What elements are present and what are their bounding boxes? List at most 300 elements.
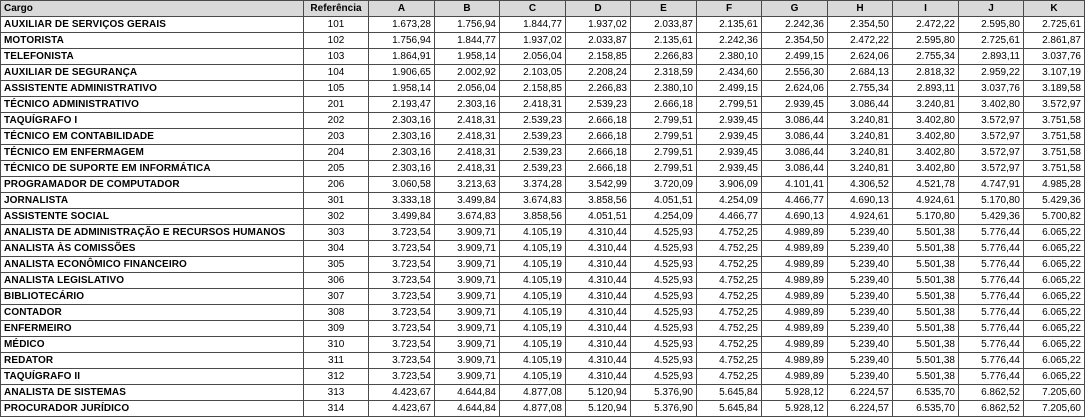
salary-value-cell: 5.776,44 — [959, 273, 1024, 289]
salary-value-cell: 4.747,91 — [959, 177, 1024, 193]
referencia-cell: 303 — [304, 225, 369, 241]
salary-value-cell: 3.086,44 — [762, 113, 828, 129]
salary-value-cell: 5.239,40 — [828, 241, 893, 257]
salary-value-cell: 6.065,22 — [1024, 241, 1085, 257]
cargo-cell: ANALISTA ÀS COMISSÕES — [1, 241, 304, 257]
salary-value-cell: 3.402,80 — [893, 113, 959, 129]
salary-value-cell: 4.254,09 — [631, 209, 697, 225]
referencia-cell: 309 — [304, 321, 369, 337]
salary-value-cell: 3.499,84 — [435, 193, 500, 209]
salary-value-cell: 2.499,15 — [762, 49, 828, 65]
salary-value-cell: 2.799,51 — [697, 97, 762, 113]
salary-value-cell: 3.723,54 — [369, 353, 435, 369]
cargo-cell: ANALISTA DE SISTEMAS — [1, 385, 304, 401]
salary-value-cell: 4.985,28 — [1024, 177, 1085, 193]
column-header-d: D — [566, 1, 631, 17]
salary-value-cell: 4.423,67 — [369, 401, 435, 417]
salary-value-cell: 2.595,80 — [893, 33, 959, 49]
salary-value-cell: 4.310,44 — [566, 241, 631, 257]
salary-value-cell: 4.989,89 — [762, 273, 828, 289]
salary-value-cell: 3.086,44 — [762, 161, 828, 177]
table-row — [1, 129, 1085, 145]
table-row — [1, 193, 1085, 209]
salary-value-cell: 3.402,80 — [893, 129, 959, 145]
header-row — [1, 1, 1085, 17]
salary-value-cell: 2.539,23 — [500, 145, 566, 161]
salary-value-cell: 3.858,56 — [500, 209, 566, 225]
salary-value-cell: 5.239,40 — [828, 289, 893, 305]
salary-value-cell: 5.776,44 — [959, 241, 1024, 257]
salary-value-cell: 2.303,16 — [369, 161, 435, 177]
referencia-cell: 310 — [304, 337, 369, 353]
referencia-cell: 312 — [304, 369, 369, 385]
salary-value-cell: 4.525,93 — [631, 337, 697, 353]
table-row — [1, 145, 1085, 161]
salary-value-cell: 4.105,19 — [500, 369, 566, 385]
salary-value-cell: 4.752,25 — [697, 273, 762, 289]
column-header-k: K — [1024, 1, 1085, 17]
table-row — [1, 401, 1085, 417]
salary-value-cell: 4.105,19 — [500, 305, 566, 321]
salary-value-cell: 4.752,25 — [697, 257, 762, 273]
table-row — [1, 305, 1085, 321]
salary-value-cell: 4.989,89 — [762, 225, 828, 241]
cargo-cell: ANALISTA DE ADMINISTRAÇÃO E RECURSOS HUMANOS — [1, 225, 304, 241]
salary-value-cell: 4.525,93 — [631, 353, 697, 369]
salary-value-cell: 4.752,25 — [697, 337, 762, 353]
salary-value-cell: 4.466,77 — [697, 209, 762, 225]
salary-value-cell: 2.499,15 — [697, 81, 762, 97]
salary-value-cell: 1.937,02 — [566, 17, 631, 33]
referencia-cell: 105 — [304, 81, 369, 97]
referencia-cell: 308 — [304, 305, 369, 321]
salary-value-cell: 2.666,18 — [566, 113, 631, 129]
cargo-cell: CONTADOR — [1, 305, 304, 321]
salary-value-cell: 5.700,82 — [1024, 209, 1085, 225]
salary-value-cell: 2.893,11 — [893, 81, 959, 97]
salary-value-cell: 2.033,87 — [566, 33, 631, 49]
salary-value-cell: 3.213,63 — [435, 177, 500, 193]
salary-value-cell: 3.086,44 — [828, 97, 893, 113]
salary-value-cell: 3.240,81 — [828, 145, 893, 161]
salary-value-cell: 3.572,97 — [959, 129, 1024, 145]
referencia-cell: 313 — [304, 385, 369, 401]
salary-value-cell: 3.723,54 — [369, 305, 435, 321]
salary-value-cell: 4.105,19 — [500, 289, 566, 305]
salary-value-cell: 3.060,58 — [369, 177, 435, 193]
salary-value-cell: 3.086,44 — [762, 145, 828, 161]
salary-value-cell: 1.756,94 — [435, 17, 500, 33]
referencia-cell: 204 — [304, 145, 369, 161]
salary-value-cell: 3.107,19 — [1024, 65, 1085, 81]
salary-value-cell: 6.862,52 — [959, 401, 1024, 417]
salary-value-cell: 5.501,38 — [893, 353, 959, 369]
salary-value-cell: 2.799,51 — [631, 161, 697, 177]
salary-value-cell: 2.939,45 — [697, 129, 762, 145]
salary-value-cell: 6.535,70 — [893, 401, 959, 417]
salary-value-cell: 3.499,84 — [369, 209, 435, 225]
salary-value-cell: 4.525,93 — [631, 321, 697, 337]
referencia-cell: 311 — [304, 353, 369, 369]
salary-value-cell: 5.376,90 — [631, 385, 697, 401]
salary-value-cell: 2.755,34 — [828, 81, 893, 97]
salary-value-cell: 3.723,54 — [369, 321, 435, 337]
salary-value-cell: 4.877,08 — [500, 401, 566, 417]
salary-value-cell: 3.909,71 — [435, 369, 500, 385]
salary-value-cell: 5.239,40 — [828, 225, 893, 241]
referencia-cell: 201 — [304, 97, 369, 113]
salary-value-cell: 3.402,80 — [893, 145, 959, 161]
salary-value-cell: 4.051,51 — [566, 209, 631, 225]
salary-value-cell: 3.037,76 — [1024, 49, 1085, 65]
salary-value-cell: 5.776,44 — [959, 225, 1024, 241]
table-row — [1, 209, 1085, 225]
salary-value-cell: 6.065,22 — [1024, 257, 1085, 273]
salary-value-cell: 3.572,97 — [959, 113, 1024, 129]
salary-value-cell: 2.799,51 — [631, 145, 697, 161]
salary-value-cell: 2.959,22 — [959, 65, 1024, 81]
salary-value-cell: 4.989,89 — [762, 337, 828, 353]
salary-value-cell: 2.303,16 — [369, 129, 435, 145]
salary-value-cell: 6.065,22 — [1024, 273, 1085, 289]
salary-value-cell: 1.864,91 — [369, 49, 435, 65]
column-header-h: H — [828, 1, 893, 17]
referencia-cell: 305 — [304, 257, 369, 273]
salary-value-cell: 2.939,45 — [762, 97, 828, 113]
salary-value-cell: 2.135,61 — [631, 33, 697, 49]
salary-value-cell: 3.402,80 — [893, 161, 959, 177]
salary-value-cell: 3.723,54 — [369, 273, 435, 289]
salary-value-cell: 4.105,19 — [500, 353, 566, 369]
column-header-e: E — [631, 1, 697, 17]
salary-value-cell: 4.310,44 — [566, 257, 631, 273]
cargo-cell: TÉCNICO DE SUPORTE EM INFORMÁTICA — [1, 161, 304, 177]
salary-value-cell: 3.720,09 — [631, 177, 697, 193]
salary-value-cell: 4.525,93 — [631, 289, 697, 305]
salary-value-cell: 2.434,60 — [697, 65, 762, 81]
salary-value-cell: 4.310,44 — [566, 289, 631, 305]
salary-value-cell: 3.402,80 — [959, 97, 1024, 113]
salary-value-cell: 2.799,51 — [631, 129, 697, 145]
column-header-f: F — [697, 1, 762, 17]
salary-value-cell: 2.418,31 — [435, 145, 500, 161]
salary-value-cell: 2.418,31 — [435, 161, 500, 177]
table-row — [1, 353, 1085, 369]
salary-value-cell: 7.205,60 — [1024, 385, 1085, 401]
table-row — [1, 97, 1085, 113]
salary-value-cell: 5.501,38 — [893, 225, 959, 241]
salary-value-cell: 5.501,38 — [893, 257, 959, 273]
salary-value-cell: 2.303,16 — [369, 113, 435, 129]
salary-value-cell: 4.105,19 — [500, 337, 566, 353]
salary-value-cell: 4.525,93 — [631, 225, 697, 241]
salary-value-cell: 4.752,25 — [697, 321, 762, 337]
salary-value-cell: 3.674,83 — [500, 193, 566, 209]
salary-value-cell: 4.105,19 — [500, 321, 566, 337]
referencia-cell: 307 — [304, 289, 369, 305]
cargo-cell: TAQUÍGRAFO I — [1, 113, 304, 129]
table-row — [1, 337, 1085, 353]
referencia-cell: 304 — [304, 241, 369, 257]
cargo-cell: TAQUÍGRAFO II — [1, 369, 304, 385]
salary-value-cell: 6.065,22 — [1024, 353, 1085, 369]
table-row — [1, 33, 1085, 49]
salary-value-cell: 5.239,40 — [828, 369, 893, 385]
salary-value-cell: 3.333,18 — [369, 193, 435, 209]
salary-value-cell: 5.120,94 — [566, 385, 631, 401]
salary-value-cell: 4.521,78 — [893, 177, 959, 193]
salary-value-cell: 4.644,84 — [435, 385, 500, 401]
salary-value-cell: 2.539,23 — [500, 113, 566, 129]
salary-value-cell: 5.501,38 — [893, 241, 959, 257]
table-row — [1, 321, 1085, 337]
table-row — [1, 225, 1085, 241]
table-row — [1, 177, 1085, 193]
salary-value-cell: 4.877,08 — [500, 385, 566, 401]
salary-value-cell: 5.376,90 — [631, 401, 697, 417]
salary-value-cell: 4.423,67 — [369, 385, 435, 401]
salary-value-cell: 3.037,76 — [959, 81, 1024, 97]
cargo-cell: TÉCNICO EM ENFERMAGEM — [1, 145, 304, 161]
table-row — [1, 17, 1085, 33]
table-row — [1, 161, 1085, 177]
salary-value-cell: 4.105,19 — [500, 257, 566, 273]
salary-value-cell: 5.776,44 — [959, 337, 1024, 353]
salary-value-cell: 3.909,71 — [435, 257, 500, 273]
salary-value-cell: 4.310,44 — [566, 369, 631, 385]
salary-value-cell: 3.572,97 — [1024, 97, 1085, 113]
salary-value-cell: 4.105,19 — [500, 225, 566, 241]
salary-value-cell: 2.033,87 — [631, 17, 697, 33]
salary-value-cell: 1.958,14 — [369, 81, 435, 97]
table-row — [1, 369, 1085, 385]
salary-value-cell: 6.224,57 — [828, 401, 893, 417]
salary-value-cell: 4.525,93 — [631, 241, 697, 257]
salary-value-cell: 1.844,77 — [500, 17, 566, 33]
salary-value-cell: 2.861,87 — [1024, 33, 1085, 49]
salary-value-cell: 4.989,89 — [762, 289, 828, 305]
salary-value-cell: 4.989,89 — [762, 305, 828, 321]
salary-value-cell: 3.240,81 — [828, 113, 893, 129]
salary-value-cell: 3.240,81 — [828, 161, 893, 177]
salary-value-cell: 2.939,45 — [697, 145, 762, 161]
salary-value-cell: 4.105,19 — [500, 273, 566, 289]
column-header-g: G — [762, 1, 828, 17]
salary-value-cell: 3.909,71 — [435, 305, 500, 321]
salary-value-cell: 2.242,36 — [697, 33, 762, 49]
salary-value-cell: 4.466,77 — [762, 193, 828, 209]
salary-value-cell: 5.239,40 — [828, 337, 893, 353]
salary-value-cell: 5.928,12 — [762, 385, 828, 401]
salary-value-cell: 3.751,58 — [1024, 129, 1085, 145]
table-body — [1, 17, 1085, 417]
salary-value-cell: 2.056,04 — [500, 49, 566, 65]
salary-value-cell: 2.666,18 — [566, 161, 631, 177]
column-header-c: C — [500, 1, 566, 17]
salary-value-cell: 3.572,97 — [959, 161, 1024, 177]
cargo-cell: JORNALISTA — [1, 193, 304, 209]
salary-value-cell: 5.239,40 — [828, 321, 893, 337]
referencia-cell: 314 — [304, 401, 369, 417]
salary-value-cell: 3.909,71 — [435, 273, 500, 289]
salary-value-cell: 3.723,54 — [369, 241, 435, 257]
salary-value-cell: 6.065,22 — [1024, 369, 1085, 385]
salary-value-cell: 7.205,60 — [1024, 401, 1085, 417]
referencia-cell: 206 — [304, 177, 369, 193]
salary-value-cell: 2.380,10 — [697, 49, 762, 65]
salary-value-cell: 6.065,22 — [1024, 337, 1085, 353]
salary-value-cell: 4.525,93 — [631, 273, 697, 289]
salary-value-cell: 3.858,56 — [566, 193, 631, 209]
salary-value-cell: 4.752,25 — [697, 305, 762, 321]
referencia-cell: 205 — [304, 161, 369, 177]
salary-value-cell: 5.170,80 — [959, 193, 1024, 209]
referencia-cell: 302 — [304, 209, 369, 225]
column-header-cargo: Cargo — [1, 1, 304, 17]
salary-value-cell: 3.572,97 — [959, 145, 1024, 161]
salary-value-cell: 2.624,06 — [828, 49, 893, 65]
salary-value-cell: 3.374,28 — [500, 177, 566, 193]
salary-value-cell: 2.624,06 — [762, 81, 828, 97]
salary-value-cell: 2.893,11 — [959, 49, 1024, 65]
salary-value-cell: 2.380,10 — [631, 81, 697, 97]
salary-value-cell: 1.673,28 — [369, 17, 435, 33]
salary-value-cell: 1.844,77 — [435, 33, 500, 49]
salary-value-cell: 3.723,54 — [369, 225, 435, 241]
salary-value-cell: 4.690,13 — [828, 193, 893, 209]
salary-value-cell: 5.239,40 — [828, 353, 893, 369]
salary-value-cell: 3.240,81 — [828, 129, 893, 145]
referencia-cell: 202 — [304, 113, 369, 129]
salary-value-cell: 4.254,09 — [697, 193, 762, 209]
salary-value-cell: 5.501,38 — [893, 337, 959, 353]
salary-value-cell: 5.776,44 — [959, 321, 1024, 337]
table-row — [1, 273, 1085, 289]
cargo-cell: ASSISTENTE ADMINISTRATIVO — [1, 81, 304, 97]
table-row — [1, 257, 1085, 273]
salary-value-cell: 2.472,22 — [828, 33, 893, 49]
salary-value-cell: 2.939,45 — [697, 113, 762, 129]
salary-value-cell: 5.429,36 — [959, 209, 1024, 225]
salary-value-cell: 5.501,38 — [893, 369, 959, 385]
salary-value-cell: 2.158,85 — [566, 49, 631, 65]
salary-value-cell: 4.989,89 — [762, 321, 828, 337]
salary-value-cell: 5.239,40 — [828, 273, 893, 289]
salary-value-cell: 3.542,99 — [566, 177, 631, 193]
salary-value-cell: 4.752,25 — [697, 225, 762, 241]
salary-value-cell: 5.776,44 — [959, 369, 1024, 385]
salary-value-cell: 6.224,57 — [828, 385, 893, 401]
salary-value-cell: 2.666,18 — [566, 129, 631, 145]
salary-value-cell: 4.306,52 — [828, 177, 893, 193]
salary-value-cell: 4.989,89 — [762, 241, 828, 257]
salary-value-cell: 2.418,31 — [435, 129, 500, 145]
salary-value-cell: 3.909,71 — [435, 289, 500, 305]
salary-value-cell: 3.909,71 — [435, 337, 500, 353]
referencia-cell: 101 — [304, 17, 369, 33]
column-header-a: A — [369, 1, 435, 17]
referencia-cell: 102 — [304, 33, 369, 49]
cargo-cell: AUXILIAR DE SERVIÇOS GERAIS — [1, 17, 304, 33]
salary-value-cell: 2.725,61 — [959, 33, 1024, 49]
column-header-referencia: Referência — [304, 1, 369, 17]
salary-value-cell: 3.723,54 — [369, 369, 435, 385]
salary-value-cell: 3.909,71 — [435, 353, 500, 369]
salary-value-cell: 5.239,40 — [828, 257, 893, 273]
cargo-cell: TÉCNICO ADMINISTRATIVO — [1, 97, 304, 113]
salary-value-cell: 5.501,38 — [893, 289, 959, 305]
table-row — [1, 113, 1085, 129]
salary-value-cell: 3.674,83 — [435, 209, 500, 225]
salary-value-cell: 5.645,84 — [697, 385, 762, 401]
salary-value-cell: 5.170,80 — [893, 209, 959, 225]
referencia-cell: 306 — [304, 273, 369, 289]
cargo-cell: PROCURADOR JURÍDICO — [1, 401, 304, 417]
salary-value-cell: 2.666,18 — [631, 97, 697, 113]
cargo-cell: TELEFONISTA — [1, 49, 304, 65]
salary-value-cell: 2.354,50 — [828, 17, 893, 33]
salary-value-cell: 4.989,89 — [762, 257, 828, 273]
cargo-cell: ANALISTA ECONÔMICO FINANCEIRO — [1, 257, 304, 273]
salary-value-cell: 2.354,50 — [762, 33, 828, 49]
salary-value-cell: 5.776,44 — [959, 305, 1024, 321]
salary-value-cell: 2.939,45 — [697, 161, 762, 177]
salary-value-cell: 1.958,14 — [435, 49, 500, 65]
salary-value-cell: 2.135,61 — [697, 17, 762, 33]
cargo-cell: REDATOR — [1, 353, 304, 369]
cargo-cell: BIBLIOTECÁRIO — [1, 289, 304, 305]
salary-value-cell: 2.266,83 — [566, 81, 631, 97]
salary-value-cell: 2.193,47 — [369, 97, 435, 113]
salary-value-cell: 5.776,44 — [959, 289, 1024, 305]
salary-value-cell: 2.303,16 — [435, 97, 500, 113]
cargo-cell: ASSISTENTE SOCIAL — [1, 209, 304, 225]
referencia-cell: 103 — [304, 49, 369, 65]
salary-value-cell: 3.240,81 — [893, 97, 959, 113]
salary-value-cell: 4.924,61 — [828, 209, 893, 225]
salary-value-cell: 2.666,18 — [566, 145, 631, 161]
salary-value-cell: 2.208,24 — [566, 65, 631, 81]
column-header-i: I — [893, 1, 959, 17]
salary-value-cell: 3.909,71 — [435, 241, 500, 257]
salary-value-cell: 2.725,61 — [1024, 17, 1085, 33]
table-row — [1, 385, 1085, 401]
salary-value-cell: 2.303,16 — [369, 145, 435, 161]
salary-value-cell: 6.065,22 — [1024, 305, 1085, 321]
salary-value-cell: 2.266,83 — [631, 49, 697, 65]
salary-value-cell: 5.501,38 — [893, 305, 959, 321]
salary-value-cell: 4.310,44 — [566, 273, 631, 289]
salary-value-cell: 3.909,71 — [435, 321, 500, 337]
salary-value-cell: 4.101,41 — [762, 177, 828, 193]
salary-value-cell: 2.242,36 — [762, 17, 828, 33]
salary-value-cell: 4.525,93 — [631, 305, 697, 321]
table-row — [1, 81, 1085, 97]
cargo-cell: PROGRAMADOR DE COMPUTADOR — [1, 177, 304, 193]
salary-value-cell: 4.752,25 — [697, 353, 762, 369]
salary-value-cell: 1.937,02 — [500, 33, 566, 49]
salary-value-cell: 4.752,25 — [697, 241, 762, 257]
salary-value-cell: 4.752,25 — [697, 369, 762, 385]
salary-value-cell: 3.906,09 — [697, 177, 762, 193]
salary-value-cell: 6.065,22 — [1024, 225, 1085, 241]
salary-value-cell: 2.318,59 — [631, 65, 697, 81]
salary-value-cell: 4.989,89 — [762, 353, 828, 369]
referencia-cell: 301 — [304, 193, 369, 209]
salary-value-cell: 3.723,54 — [369, 257, 435, 273]
salary-value-cell: 2.684,13 — [828, 65, 893, 81]
salary-value-cell: 4.644,84 — [435, 401, 500, 417]
